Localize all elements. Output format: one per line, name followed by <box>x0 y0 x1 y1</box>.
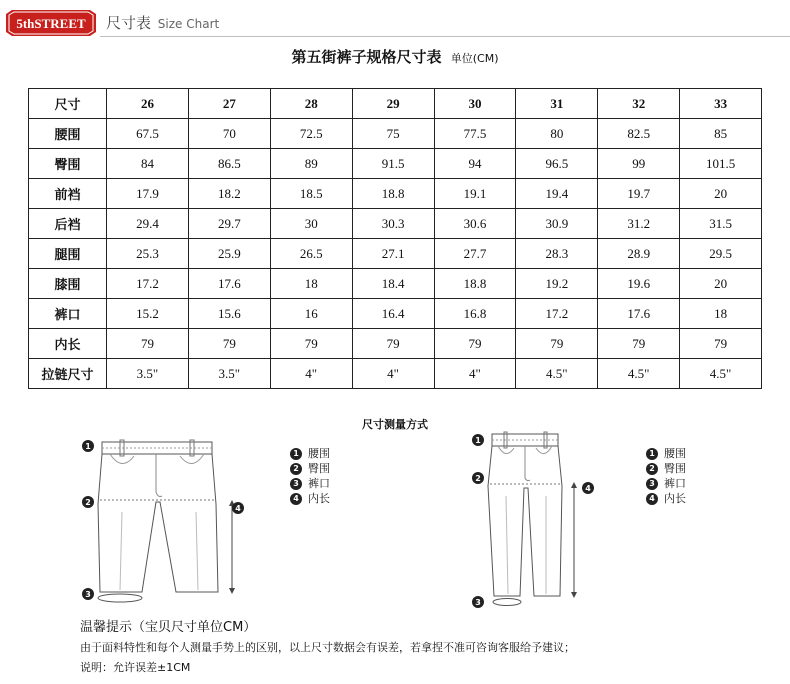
legend-item <box>646 476 686 491</box>
value-cell: 30 <box>270 209 352 239</box>
legend-number: 2 <box>646 463 658 475</box>
diagram-marker-1 <box>82 440 94 452</box>
value-cell: 27.7 <box>434 239 516 269</box>
legend-item <box>646 461 686 476</box>
legend-number: 4 <box>290 493 302 505</box>
tips-title: 温馨提示（宝贝尺寸单位CM） <box>80 620 257 635</box>
tips-section <box>80 618 575 678</box>
page-title <box>106 12 219 33</box>
value-cell: 4.5" <box>516 359 598 389</box>
diagram-marker-2 <box>472 472 484 484</box>
value-cell: 84 <box>107 149 189 179</box>
value-cell: 70 <box>188 119 270 149</box>
value-cell: 20 <box>680 269 762 299</box>
value-cell: 79 <box>352 329 434 359</box>
value-cell: 4" <box>434 359 516 389</box>
table-unit: 单位(CM) <box>450 52 499 65</box>
legend-label: 臀围 <box>308 462 330 475</box>
value-cell: 79 <box>188 329 270 359</box>
size-header-cell: 31 <box>516 89 598 119</box>
legend-number: 2 <box>290 463 302 475</box>
value-cell: 79 <box>434 329 516 359</box>
legend-right <box>646 446 686 506</box>
value-cell: 18 <box>680 299 762 329</box>
diagram-marker-4 <box>232 502 244 514</box>
title-cn: 尺寸表 <box>106 14 152 32</box>
value-cell: 18.2 <box>188 179 270 209</box>
value-cell: 99 <box>598 149 680 179</box>
page-header <box>0 0 790 44</box>
value-cell: 27.1 <box>352 239 434 269</box>
legend-label: 裤口 <box>664 477 686 490</box>
value-cell: 4.5" <box>680 359 762 389</box>
diagram-marker-3 <box>82 588 94 600</box>
value-cell: 79 <box>270 329 352 359</box>
svg-text:4: 4 <box>585 484 591 493</box>
value-cell: 20 <box>680 179 762 209</box>
table-row <box>29 329 762 359</box>
pants-diagram-slim <box>466 426 606 612</box>
tips-line-1: 由于面料特性和每个人测量手势上的区别，以上尺寸数据会有误差，若拿捏不准可咨询客服给予建议； <box>80 641 575 654</box>
legend-item <box>290 446 330 461</box>
size-header-cell: 27 <box>188 89 270 119</box>
value-cell: 4" <box>270 359 352 389</box>
value-cell: 19.4 <box>516 179 598 209</box>
table-row <box>29 299 762 329</box>
legend-left <box>290 446 330 506</box>
header-divider <box>100 36 790 37</box>
table-row <box>29 239 762 269</box>
value-cell: 72.5 <box>270 119 352 149</box>
value-cell: 30.9 <box>516 209 598 239</box>
legend-number: 1 <box>646 448 658 460</box>
table-header-row <box>29 89 762 119</box>
value-cell: 15.6 <box>188 299 270 329</box>
legend-number: 3 <box>290 478 302 490</box>
legend-number: 1 <box>290 448 302 460</box>
value-cell: 17.6 <box>598 299 680 329</box>
value-cell: 17.9 <box>107 179 189 209</box>
svg-text:1: 1 <box>475 436 481 445</box>
legend-label: 臀围 <box>664 462 686 475</box>
legend-item <box>646 491 686 506</box>
value-cell: 19.2 <box>516 269 598 299</box>
value-cell: 19.6 <box>598 269 680 299</box>
size-header-cell: 33 <box>680 89 762 119</box>
value-cell: 4.5" <box>598 359 680 389</box>
value-cell: 28.9 <box>598 239 680 269</box>
value-cell: 17.2 <box>107 269 189 299</box>
measure-title: 尺寸测量方式 <box>362 418 428 431</box>
header-label-cell: 尺寸 <box>29 89 107 119</box>
value-cell: 86.5 <box>188 149 270 179</box>
table-row <box>29 359 762 389</box>
svg-text:2: 2 <box>85 498 91 507</box>
value-cell: 18.8 <box>352 179 434 209</box>
value-cell: 80 <box>516 119 598 149</box>
value-cell: 4" <box>352 359 434 389</box>
svg-text:2: 2 <box>475 474 481 483</box>
value-cell: 3.5" <box>107 359 189 389</box>
row-label-cell: 膝围 <box>29 269 107 299</box>
table-row <box>29 119 762 149</box>
value-cell: 25.3 <box>107 239 189 269</box>
value-cell: 79 <box>107 329 189 359</box>
row-label-cell: 裤口 <box>29 299 107 329</box>
value-cell: 17.6 <box>188 269 270 299</box>
value-cell: 19.1 <box>434 179 516 209</box>
legend-number: 3 <box>646 478 658 490</box>
value-cell: 30.3 <box>352 209 434 239</box>
value-cell: 75 <box>352 119 434 149</box>
value-cell: 18.4 <box>352 269 434 299</box>
size-header-cell: 28 <box>270 89 352 119</box>
legend-label: 腰围 <box>664 447 686 460</box>
table-row <box>29 209 762 239</box>
value-cell: 18 <box>270 269 352 299</box>
value-cell: 26.5 <box>270 239 352 269</box>
value-cell: 96.5 <box>516 149 598 179</box>
table-title <box>0 46 790 67</box>
value-cell: 25.9 <box>188 239 270 269</box>
value-cell: 16.8 <box>434 299 516 329</box>
svg-text:4: 4 <box>235 504 241 513</box>
size-header-cell: 32 <box>598 89 680 119</box>
value-cell: 82.5 <box>598 119 680 149</box>
row-label-cell: 后裆 <box>29 209 107 239</box>
tips-line-2: 说明：允许误差±1CM <box>80 661 191 674</box>
value-cell: 67.5 <box>107 119 189 149</box>
legend-label: 裤口 <box>308 477 330 490</box>
value-cell: 29.7 <box>188 209 270 239</box>
value-cell: 29.4 <box>107 209 189 239</box>
diagram-marker-2 <box>82 496 94 508</box>
value-cell: 28.3 <box>516 239 598 269</box>
legend-item <box>290 461 330 476</box>
legend-item <box>646 446 686 461</box>
value-cell: 18.5 <box>270 179 352 209</box>
value-cell: 79 <box>516 329 598 359</box>
table-row <box>29 179 762 209</box>
value-cell: 30.6 <box>434 209 516 239</box>
value-cell: 77.5 <box>434 119 516 149</box>
pants-diagram-front <box>80 432 250 612</box>
value-cell: 19.7 <box>598 179 680 209</box>
row-label-cell: 腰围 <box>29 119 107 149</box>
row-label-cell: 拉链尺寸 <box>29 359 107 389</box>
size-header-cell: 30 <box>434 89 516 119</box>
svg-text:3: 3 <box>85 590 91 599</box>
legend-item <box>290 491 330 506</box>
value-cell: 29.5 <box>680 239 762 269</box>
value-cell: 94 <box>434 149 516 179</box>
value-cell: 16.4 <box>352 299 434 329</box>
row-label-cell: 臀围 <box>29 149 107 179</box>
title-en: Size Chart <box>157 17 220 31</box>
value-cell: 91.5 <box>352 149 434 179</box>
brand-logo <box>6 10 96 36</box>
legend-label: 内长 <box>664 492 686 505</box>
value-cell: 17.2 <box>516 299 598 329</box>
value-cell: 101.5 <box>680 149 762 179</box>
value-cell: 79 <box>598 329 680 359</box>
value-cell: 31.2 <box>598 209 680 239</box>
size-header-cell: 29 <box>352 89 434 119</box>
table-row <box>29 269 762 299</box>
row-label-cell: 腿围 <box>29 239 107 269</box>
value-cell: 85 <box>680 119 762 149</box>
row-label-cell: 前裆 <box>29 179 107 209</box>
size-header-cell: 26 <box>107 89 189 119</box>
diagram-marker-4 <box>582 482 594 494</box>
legend-label: 内长 <box>308 492 330 505</box>
diagram-marker-3 <box>472 596 484 608</box>
svg-text:5thSTREET: 5thSTREET <box>16 16 86 31</box>
row-label-cell: 内长 <box>29 329 107 359</box>
svg-text:1: 1 <box>85 442 91 451</box>
table-title-text: 第五街裤子规格尺寸表 <box>291 48 442 66</box>
table-row <box>29 149 762 179</box>
value-cell: 79 <box>680 329 762 359</box>
size-table <box>28 88 762 389</box>
value-cell: 31.5 <box>680 209 762 239</box>
value-cell: 18.8 <box>434 269 516 299</box>
diagram-marker-1 <box>472 434 484 446</box>
value-cell: 3.5" <box>188 359 270 389</box>
legend-label: 腰围 <box>308 447 330 460</box>
value-cell: 15.2 <box>107 299 189 329</box>
legend-number: 4 <box>646 493 658 505</box>
value-cell: 89 <box>270 149 352 179</box>
svg-text:3: 3 <box>475 598 481 607</box>
legend-item <box>290 476 330 491</box>
value-cell: 16 <box>270 299 352 329</box>
table-body <box>29 119 762 389</box>
